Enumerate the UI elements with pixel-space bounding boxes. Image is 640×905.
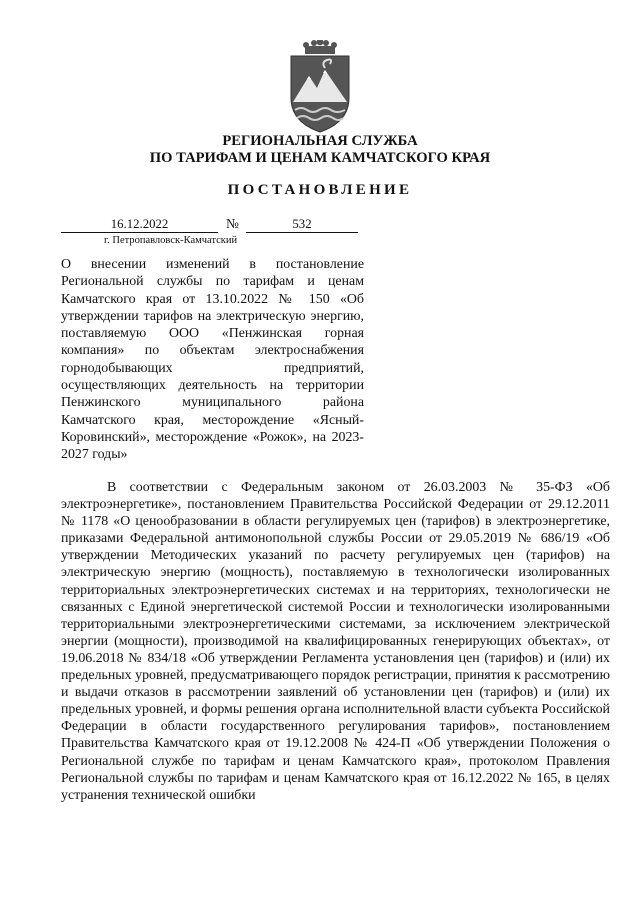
kamchatka-coat-of-arms-icon <box>283 40 357 134</box>
document-type: ПОСТАНОВЛЕНИЕ <box>227 182 413 198</box>
number-sign: № <box>226 216 239 231</box>
preamble-paragraph: В соответствии с Федеральным законом от 26.03.2003 № 35-ФЗ «Об электроэнергетике», постановлением Правительства Российской Федерации от 29.12.2011 № 1178 «О ценообразовании в области регулируемых цен (тарифов) в электроэнергетике, приказами Федеральной антимонопольной службы России от 29.05.2019 № 686/19 «Об утверждении Методических указаний по расчету регулируемых цен (тарифов) на электрическую энергию (мощность), поставляемую в технологически изолированных территориальных электроэнергетических системах и на территориях, технологически не связанных с Единой энергетической системой России и технологически изолированными территориальными электроэнергетическими системами, за исключением электрической энергии (мощности), производимой на квалифицированных генерирующих объектах», от 19.06.2018 № 834/18 «Об утверждении Регламента установления цен (тарифов) и (или) их предельных уровней, предусматривающего порядок регистрации, принятия к рассмотрению и выдачи отказов в рассмотрении заявлений об установлении цен (тарифов) и (или) их предельных уровней, и формы решения органа исполнительной власти субъекта Российской Федерации в области государственного регулирования тарифов», постановлением Правительства Камчатского края от 19.12.2008 № 424-П «Об утверждении Положения о Региональной службе по тарифам и ценам Камчатского края», протоколом Правления Региональной службы по тарифам и ценам Камчатского края от 16.12.2022 № 165, в целях устранения технической ошибки <box>61 480 610 803</box>
document-date: 16.12.2022 <box>61 217 218 233</box>
document-number: 532 <box>246 217 358 233</box>
city-name: г. Петропавловск-Камчатский <box>104 235 238 246</box>
org-name-line-1: РЕГИОНАЛЬНАЯ СЛУЖБА <box>222 133 418 149</box>
document-title: О внесении изменений в постановление Региональной службы по тарифам и ценам Камчатского края от 13.10.2022 № 150 «Об утверждении тарифов на электрическую энергию, поставляемую ООО «Пенжинская горная компания» по объектам электроснабжения горнодобывающих предприятий, осуществляющих деятельность на территории Пенжинского муниципального района Камчатского края, месторождение «Ясный-Коровинский», месторождение «Рожок», на 2023-2027 годы» <box>61 257 364 463</box>
crown-icon <box>303 40 337 54</box>
org-name-line-2: ПО ТАРИФАМ И ЦЕНАМ КАМЧАТСКОГО КРАЯ <box>149 150 491 166</box>
